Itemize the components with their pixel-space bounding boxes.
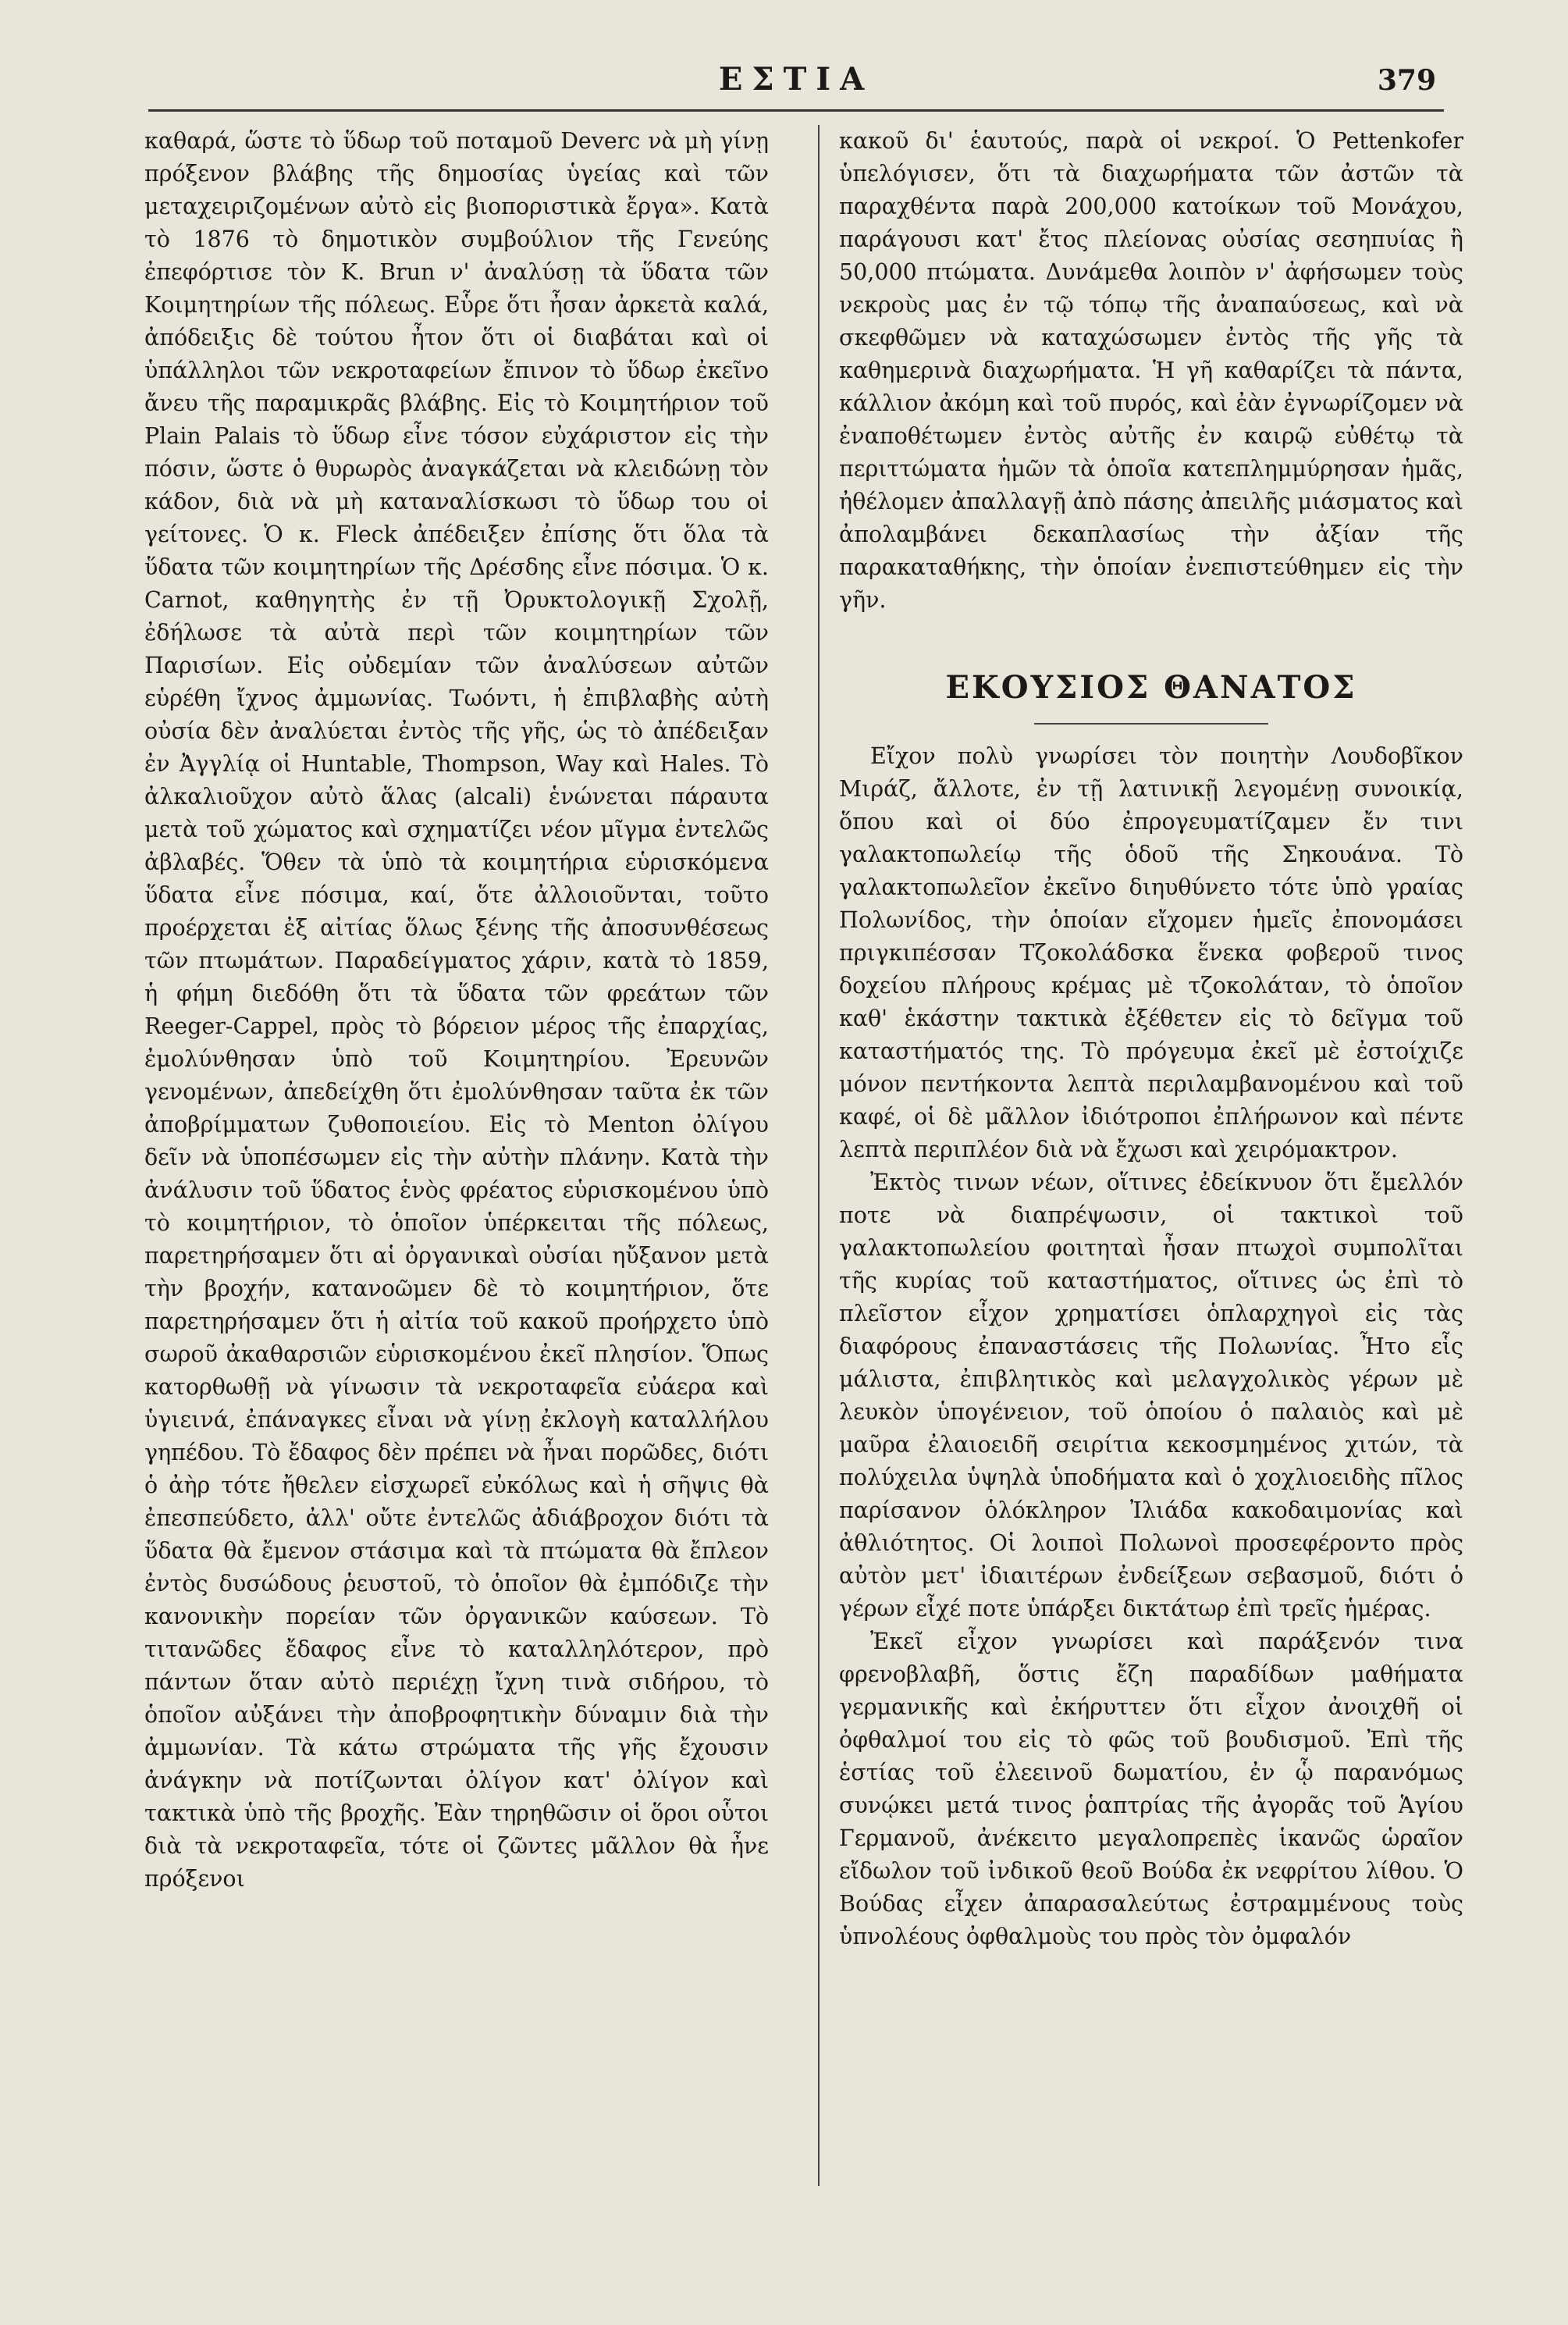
article-continuation: κακοῦ δι' ἑαυτούς, παρὰ οἱ νεκροί. Ὁ Pettenkofer ὑπελόγισεν, ὅτι τὰ διαχωρήματα τῶν ἀστῶν τὰ παραχθέντα παρὰ 200,000 κατοίκων τοῦ Μονάχου, παράγουσι κατ' ἔτος πλείονας οὐσίας σεσηπυίας ἢ 50,000 πτώματα. Δυνάμεθα λοιπὸν ν' ἀφήσωμεν τοὺς νεκροὺς μας ἐν τῷ τόπῳ τῆς ἀναπαύσεως, καὶ νὰ σκεφθῶμεν νὰ καταχώσωμεν ἐντὸς τῆς γῆς τὰ καθημερινὰ διαχωρήματα. Ἡ γῆ καθαρίζει τὰ πάντα, κάλλιον ἀκόμη καὶ τοῦ πυρός, καὶ ἐὰν ἐγνωρίζομεν νὰ ἐναποθέτωμεν ἐντὸς αὐτῆς ἐν καιρῷ εὐθέτῳ τὰ περιττώματα ἡμῶν τὰ ὁποῖα κατεπλημμύρησαν ἡμᾶς, ἠθέλομεν ἀπαλλαγῇ ἀπὸ πάσης ἀπειλῆς μιάσματος καὶ ἀπολαμβάνει δεκαπλασίως τὴν ἀξίαν τῆς παρακαταθήκης, τὴν ὁποίαν ἐνεπιστεύθημεν εἰς τὴν γῆν. (839, 128, 1463, 613)
left-column (144, 125, 769, 1896)
page-header (148, 55, 1444, 109)
page-number: 379 (1377, 64, 1436, 97)
column-divider (818, 125, 820, 2186)
article-paragraph: καθαρά, ὥστε τὸ ὕδωρ τοῦ ποταμοῦ Deverc νὰ μὴ γίνῃ πρόξενον βλάβης τῆς δημοσίας ὑγείας καὶ τῶν μεταχειριζομένων αὐτὸ εἰς βιοποριστικὰ ἔργα». Κατὰ τὸ 1876 τὸ δημοτικὸν συμβούλιον τῆς Γενεύης ἐπεφόρτισε τὸν Κ. Brun ν' ἀναλύσῃ τὰ ὕδατα τῶν Κοιμητηρίων τῆς πόλεως. Εὗρε ὅτι ἦσαν ἀρκετὰ καλά, ἀπόδειξις δὲ τούτου ἦτον ὅτι οἱ διαβάται καὶ οἱ ὑπάλληλοι τῶν νεκροταφείων ἔπινον τὸ ὕδωρ ἐκεῖνο ἄνευ τῆς παραμικρᾶς βλάβης. Εἰς τὸ Κοιμητήριον τοῦ Plain Palais τὸ ὕδωρ εἶνε τόσον εὐχάριστον εἰς τὴν πόσιν, ὥστε ὁ θυρωρὸς ἀναγκάζεται νὰ κλειδώνῃ τὸν κάδον, διὰ νὰ μὴ καταναλίσκωσι τὸ ὕδωρ του οἱ γείτονες. Ὁ κ. Fleck ἀπέδειξεν ἐπίσης ὅτι ὅλα τὰ ὕδατα τῶν κοιμητηρίων τῆς Δρέσδης εἶνε πόσιμα. Ὁ κ. Carnot, καθηγητὴς ἐν τῇ Ὀρυκτολογικῇ Σχολῇ, ἐδήλωσε τὰ αὐτὰ περὶ τῶν κοιμητηρίων τῶν Παρισίων. Εἰς οὐδεμίαν τῶν ἀναλύσεων αὐτῶν εὑρέθη ἴχνος ἀμμωνίας. Τωόντι, ἡ ἐπιβλαβὴς αὐτὴ οὐσία δὲν ἀναλύεται ἐντὸς τῆς γῆς, ὡς τὸ ἀπέδειξαν ἐν Ἀγγλίᾳ οἱ Huntable, Thompson, Way καὶ Hales. Τὸ ἀλκαλιοῦχον αὐτὸ ἅλας (alcali) ἑνώνεται πάραυτα μετὰ τοῦ χώματος καὶ σχηματίζει νέον μῖγμα ἐντελῶς ἀβλαβές. Ὅθεν τὰ ὑπὸ τὰ κοιμητήρια εὑρισκόμενα ὕδατα εἶνε πόσιμα, καί, ὅτε ἀλλοιοῦνται, τοῦτο προέρχεται ἐξ αἰτίας ὅλως ξένης τῆς ἀποσυνθέσεως τῶν πτωμάτων. Παραδείγματος χάριν, κατὰ τὸ 1859, ἡ φήμη διεδόθη ὅτι τὰ ὕδατα τῶν φρεάτων τῶν Reeger-Cappel, πρὸς τὸ βόρειον μέρος τῆς ἐπαρχίας, ἐμολύνθησαν ὑπὸ τοῦ Κοιμητηρίου. Ἐρευνῶν γενομένων, ἀπεδείχθη ὅτι ἐμολύνθησαν ταῦτα ἐκ τῶν ἀποβρίμματων ζυθοποιείου. Εἰς τὸ Menton ὀλίγου δεῖν νὰ ὑποπέσωμεν εἰς τὴν αὐτὴν πλάνην. Κατὰ τὴν ἀνάλυσιν τοῦ ὕδατος ἑνὸς φρέατος εὑρισκομένου ὑπὸ τὸ κοιμητήριον, τὸ ὁποῖον ὑπέρκειται τῆς πόλεως, παρετηρήσαμεν ὅτι αἱ ὀργανικαὶ οὐσίαι ηὔξανον μετὰ τὴν βροχήν, κατανοῶμεν δὲ τὸ κοιμητήριον, ὅτε παρετηρήσαμεν ὅτι ἡ αἰτία τοῦ κακοῦ προήρχετο ὑπὸ σωροῦ ἀκαθαρσιῶν εὑρισκομένου ἐκεῖ πλησίον. Ὅπως κατορθωθῇ νὰ γίνωσιν τὰ νεκροταφεῖα εὐάερα καὶ ὑγιεινά, ἐπάναγκες εἶναι νὰ γίνῃ ἐκλογὴ καταλλήλου γηπέδου. Τὸ ἔδαφος δὲν πρέπει νὰ ἦναι πορῶδες, διότι ὁ ἀὴρ τότε ἤθελεν εἰσχωρεῖ εὐκόλως καὶ ἡ σῆψις θὰ ἐπεσπεύδετο, ἀλλ' οὔτε ἐντελῶς ἀδιάβροχον διότι τὰ ὕδατα θὰ ἔμενον στάσιμα καὶ τὰ πτώματα θὰ ἔπλεον ἐντὸς δυσώδους ῥευστοῦ, τὸ ὁποῖον θὰ ἐμπόδιζε τὴν κανονικὴν πορείαν τῶν ὀργανικῶν καύσεων. Τὸ τιτανῶδες ἔδαφος εἶνε τὸ καταλληλότερον, πρὸ πάντων ὅταν αὐτὸ περιέχῃ ἴχνη τινὰ σιδήρου, τὸ ὁποῖον αὐξάνει τὴν ἀποβροφητικὴν δύναμιν διὰ τὴν ἀμμωνίαν. Τὰ κάτω στρώματα τῆς γῆς ἔχουσιν ἀνάγκην νὰ ποτίζωνται ὀλίγον κατ' ὀλίγον καὶ τακτικὰ ὑπὸ τῆς βροχῆς. Ἐὰν τηρηθῶσιν οἱ ὅροι οὗτοι διὰ τὰ νεκροταφεῖα, τότε οἱ ζῶντες μᾶλλον θὰ ἦνε πρόξενοι (144, 128, 769, 1892)
story-paragraph: Ἐκεῖ εἶχον γνωρίσει καὶ παράξενόν τινα φρενοβλαβῆ, ὅστις ἔζη παραδίδων μαθήματα γερμανικῆς καὶ ἐκήρυττεν ὅτι εἶχον ἀνοιχθῆ οἱ ὀφθαλμοί του εἰς τὸ φῶς τοῦ βουδισμοῦ. Ἐπὶ τῆς ἑστίας τοῦ ἐλεεινοῦ δωματίου, ἐν ᾧ παρανόμως συνῴκει μετά τινος ῥαπτρίας τῆς ἀγορᾶς τοῦ Ἁγίου Γερμανοῦ, ἀνέκειτο μεγαλοπρεπὲς ἱκανῶς ὡραῖον εἴδωλον τοῦ ἰνδικοῦ θεοῦ Βούδα ἐκ νεφρίτου λίθου. Ὁ Βούδας εἶχεν ἀπαρασαλεύτως ἐστραμμένους τοὺς ὑπνολέους ὀφθαλμοὺς του πρὸς τὸν ὀμφαλόν (839, 1629, 1463, 1949)
right-column (839, 125, 1463, 1953)
running-title: ΕΣΤΙΑ (718, 61, 874, 98)
story-paragraph: Ἐκτὸς τινων νέων, οἵτινες ἐδείκνυον ὅτι ἔμελλόν ποτε νὰ διαπρέψωσιν, οἱ τακτικοὶ τοῦ γαλακτοπωλείου φοιτηταὶ ἦσαν πτωχοὶ συμπολῖται τῆς κυρίας τοῦ καταστήματος, οἵτινες ὡς ἐπὶ τὸ πλεῖστον εἶχον χρηματίσει ὁπλαρχηγοὶ εἰς τὰς διαφόρους ἐπαναστάσεις τῆς Πολωνίας. Ἦτο εἷς μάλιστα, ἐπιβλητικὸς καὶ μελαγχολικὸς γέρων μὲ λευκὸν ὑπογένειον, τοῦ ὁποίου ὁ παλαιὸς καὶ μὲ μαῦρα ἐλαιοειδῆ σειρίτια κεκοσμημένος χιτών, τὰ πολύχειλα ὑψηλὰ ὑποδήματα καὶ ὁ χοχλιοειδὴς πῖλος παρίσανον ὁλόκληρον Ἰλιάδα κακοδαιμονίας καὶ ἀθλιότητος. Οἱ λοιποὶ Πολωνοὶ προσεφέροντο πρὸς αὐτὸν μετ' ἰδιαιτέρων ἐνδείξεων σεβασμοῦ, διότι ὁ γέρων εἶχέ ποτε ὑπάρξει δικτάτωρ ἐπὶ τρεῖς ἡμέρας. (839, 1170, 1463, 1622)
section-title-rule (1034, 723, 1268, 725)
section-title: ΕΚΟΥΣΙΟΣ ΘΑΝΑΤΟΣ (945, 669, 1357, 706)
story-paragraph: Εἴχον πολὺ γνωρίσει τὸν ποιητὴν Λουδοβῖκον Μιράζ, ἄλλοτε, ἐν τῇ λατινικῇ λεγομένῃ συνοικίᾳ, ὅπου καὶ οἱ δύο ἐπρογευματίζαμεν ἔν τινι γαλακτοπωλείῳ τῆς ὁδοῦ τῆς Σηκουάνα. Τὸ γαλακτοπωλεῖον ἐκεῖνο διηυθύνετο τότε ὑπὸ γραίας Πολωνίδος, τὴν ὁποίαν εἴχομεν ἡμεῖς ἐπονομάσει πριγκιπέσσαν Τζοκολάδσκα ἕνεκα φοβεροῦ τινος δοχείου πλήρους κρέμας μὲ τζοκολάταν, τὸ ὁποῖον καθ' ἑκάστην τακτικὰ ἐξέθετεν εἰς τὸ δεῖγμα τοῦ καταστήματός της. Τὸ πρόγευμα ἐκεῖ μὲ ἐστοίχιζε μόνον πεντήκοντα λεπτὰ περιλαμβανομένου καὶ τοῦ καφέ, οἱ δὲ μᾶλλον ἰδιότροποι ἐπλήρωνον καὶ πέντε λεπτὰ περιπλέον διὰ νὰ ἔχωσι καὶ χειρόμακτρον. (839, 743, 1463, 1162)
header-rule (148, 109, 1444, 112)
